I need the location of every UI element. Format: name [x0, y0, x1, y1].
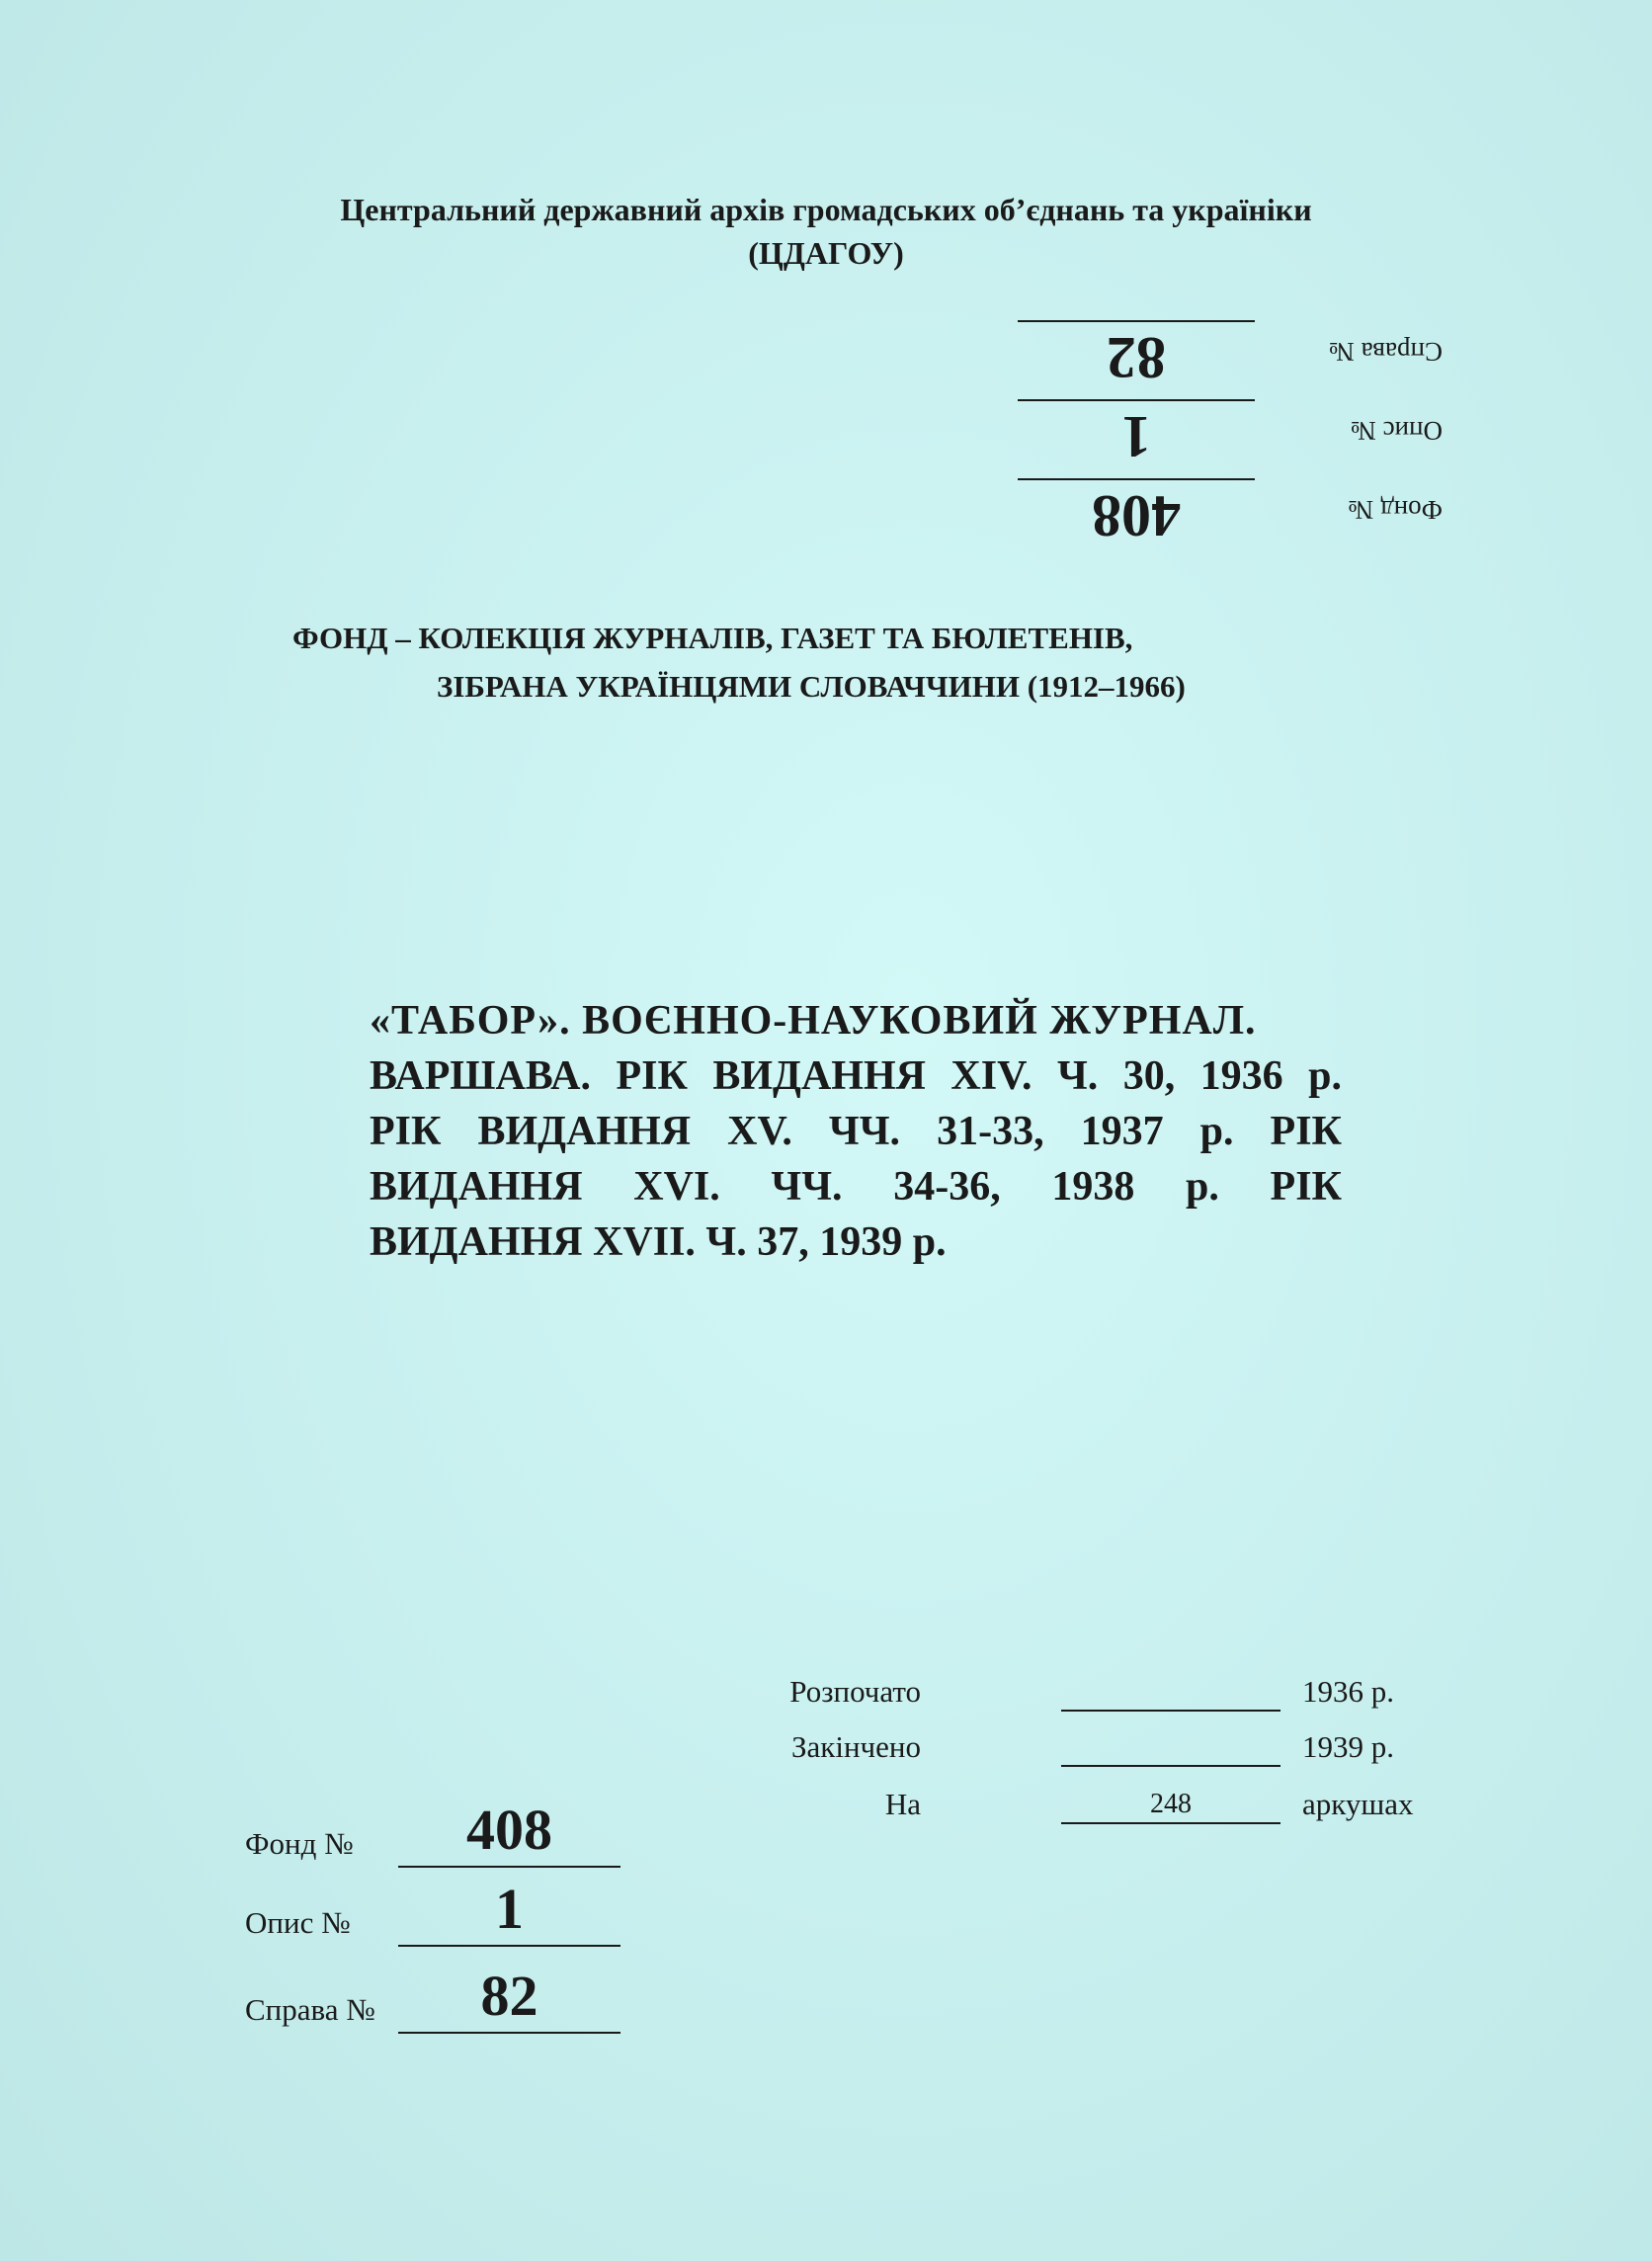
opys-value: 1 — [495, 1877, 524, 1941]
opys-underline — [398, 1945, 620, 1947]
sheets-underline — [1061, 1822, 1280, 1824]
started-underline — [1061, 1710, 1280, 1712]
fond-title-line-1: ФОНД – КОЛЕКЦІЯ ЖУРНАЛІВ, ГАЗЕТ ТА БЮЛЕТЕНІВ, — [292, 621, 1133, 655]
started-year: 1936 р. — [1302, 1674, 1394, 1709]
sheets-suffix: аркушах — [1302, 1787, 1414, 1821]
description-line-5: ВИДАННЯ XVII. Ч. 37, 1939 р. — [370, 1219, 947, 1265]
sheets-label: На — [884, 1787, 921, 1821]
flipped-sprava-row — [988, 316, 1443, 395]
description-line-3: РІК ВИДАННЯ XV. ЧЧ. 31-33, 1937 р. РІК — [370, 1109, 1342, 1154]
sprava-underline — [398, 2032, 620, 2034]
upside-down-reference-block — [988, 296, 1443, 573]
sprava-label: Справа № — [245, 1992, 375, 2027]
fond-title-line-2: ЗІБРАНА УКРАЇНЦЯМИ СЛОВАЧЧИНИ (1912–1966) — [437, 669, 1186, 704]
fond-value: 408 — [466, 1798, 552, 1862]
flipped-fond-value: 408 — [1092, 483, 1181, 548]
flipped-fond-underline — [1018, 478, 1255, 480]
sprava-value: 82 — [480, 1964, 538, 2028]
flipped-opys-underline — [1018, 399, 1255, 401]
flipped-opys-value: 1 — [1121, 404, 1151, 469]
opys-label: Опис № — [245, 1905, 351, 1940]
flipped-opys-row — [988, 395, 1443, 474]
opys-row — [245, 1872, 620, 1951]
description-line-2: ВАРШАВА. РІК ВИДАННЯ XIV. Ч. 30, 1936 р. — [370, 1053, 1342, 1099]
flipped-sprava-underline — [1018, 320, 1255, 322]
started-row — [789, 1666, 1561, 1716]
flipped-fond-label: Фонд № — [1348, 495, 1443, 525]
flipped-opys-label: Опис № — [1351, 416, 1443, 446]
fond-label: Фонд № — [245, 1826, 354, 1861]
description-line-4: ВИДАННЯ XVI. ЧЧ. 34-36, 1938 р. РІК — [370, 1164, 1342, 1210]
fond-underline — [398, 1866, 620, 1868]
archive-abbreviation: (ЦДАГОУ) — [748, 235, 904, 271]
flipped-fond-row — [988, 474, 1443, 553]
sheets-count: 248 — [1150, 1789, 1192, 1819]
archive-name: Центральний державний архів громадських об’єднань та україніки — [340, 192, 1312, 227]
started-label: Розпочато — [789, 1674, 921, 1709]
sprava-row — [245, 1959, 620, 2038]
flipped-sprava-value: 82 — [1107, 325, 1166, 390]
fond-row — [245, 1793, 620, 1872]
description-line-1: «ТАБОР». ВОЄННО-НАУКОВИЙ ЖУРНАЛ. — [370, 998, 1257, 1044]
finished-row — [791, 1721, 1561, 1771]
finished-underline — [1061, 1765, 1280, 1767]
sheets-row — [869, 1779, 1561, 1828]
flipped-sprava-label: Справа № — [1329, 337, 1443, 367]
finished-year: 1939 р. — [1302, 1729, 1394, 1764]
finished-label: Закінчено — [791, 1729, 921, 1764]
